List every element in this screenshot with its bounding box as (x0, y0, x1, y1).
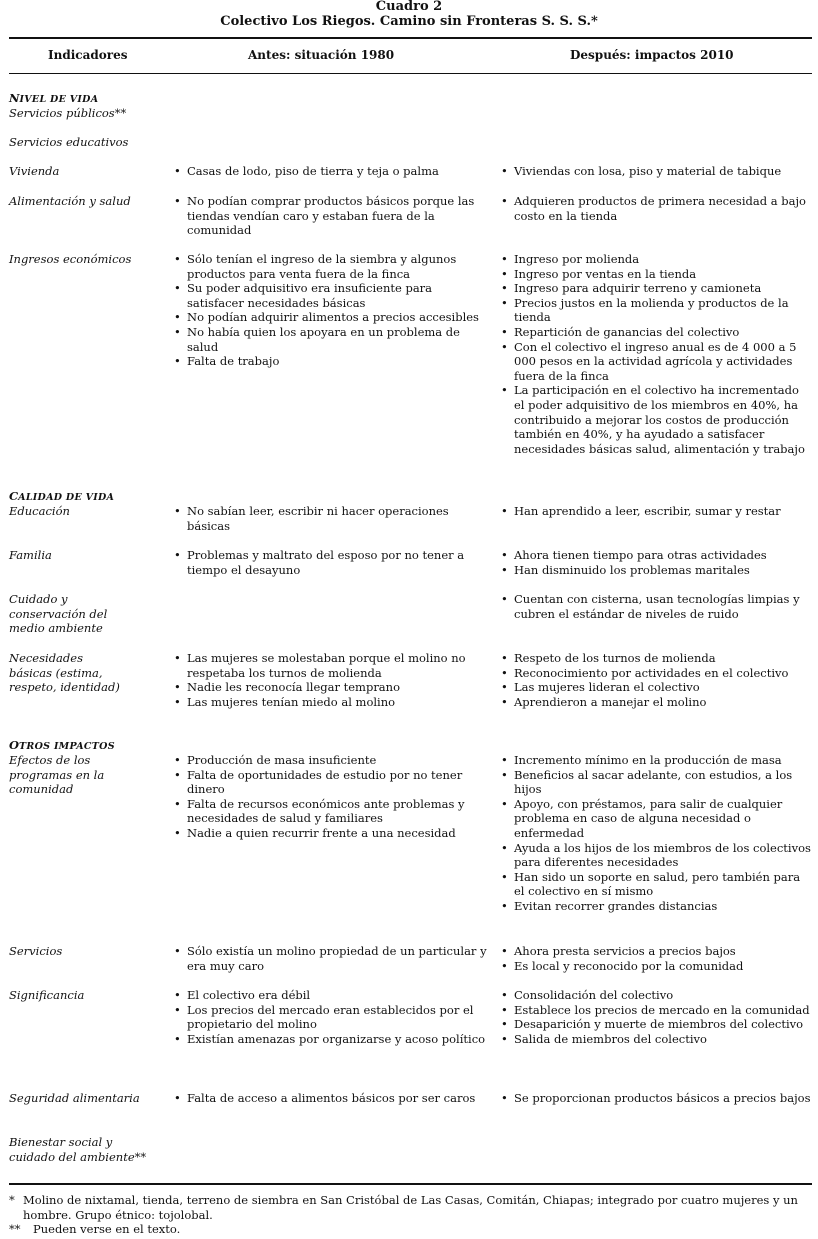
despues-list-necesidades (501, 651, 813, 709)
list-item: • Han sido un soporte en salud, pero también para el colectivo en sí mismo (501, 870, 813, 899)
footnote (9, 1222, 812, 1237)
antes-list-seguridad-alimentaria (174, 1091, 492, 1106)
list-item: • Ahora tienen tiempo para otras actividades (501, 548, 813, 563)
list-item: • Consolidación del colectivo (501, 988, 813, 1003)
list-item: • Las mujeres lideran el colectivo (501, 680, 813, 695)
section-calidad-de-vida: CALIDAD DE VIDA (9, 489, 115, 503)
list-item: • No podían adquirir alimentos a precios accesibles (174, 310, 492, 325)
list-item: • Apoyo, con préstamos, para salir de cualquier problema en caso de alguna necesidad o enfermedad (501, 797, 813, 841)
list-item: • La participación en el colectivo ha incrementado el poder adquisitivo de los miembros en 40%, ha contribuido a mejorar los costos de producción también en 40%, y ha ayudado a satisfacer necesidades básicas salud, alimentación y trabajo (501, 383, 813, 456)
list-item: • Con el colectivo el ingreso anual es de 4 000 a 5 000 pesos en la actividad agrícola y actividades fuera de la finca (501, 340, 813, 384)
top-rule (9, 37, 812, 39)
row-label-alimentacion: Alimentación y salud (9, 194, 131, 208)
list-item: • Falta de acceso a alimentos básicos por ser caros (174, 1091, 492, 1106)
column-header-despues: Después: impactos 2010 (570, 48, 734, 62)
list-item: • No sabían leer, escribir ni hacer operaciones básicas (174, 504, 492, 533)
list-item: • El colectivo era débil (174, 988, 492, 1003)
list-item: • Precios justos en la molienda y productos de la tienda (501, 296, 813, 325)
list-item: • Reconocimiento por actividades en el colectivo (501, 666, 813, 681)
despues-list-efectos (501, 753, 813, 914)
despues-list-seguridad-alimentaria (501, 1091, 813, 1106)
despues-list-significancia (501, 988, 813, 1046)
list-item: • Sólo tenían el ingreso de la siembra y algunos productos para venta fuera de la finca (174, 252, 492, 281)
list-item: • Ayuda a los hijos de los miembros de los colectivos para diferentes necesidades (501, 841, 813, 870)
list-item: • Falta de recursos económicos ante problemas y necesidades de salud y familiares (174, 797, 492, 826)
antes-list-vivienda (174, 164, 492, 179)
list-item: • Las mujeres se molestaban porque el molino no respetaba los turnos de molienda (174, 651, 492, 680)
footnote-text: Molino de nixtamal, tienda, terreno de siembra en San Cristóbal de Las Casas, Comitán, Chiapas; integrado por cuatro mujeres y un hombre. Grupo étnico: tojolobal. (23, 1193, 798, 1222)
bottom-rule (9, 1183, 812, 1185)
column-header-indicadores: Indicadores (48, 48, 128, 62)
list-item: • Nadie a quien recurrir frente a una necesidad (174, 826, 492, 841)
list-item: • Repartición de ganancias del colectivo (501, 325, 813, 340)
table-title: Colectivo Los Riegos. Camino sin Fronteras S. S. S.* (220, 14, 598, 29)
list-item: • Las mujeres tenían miedo al molino (174, 695, 492, 710)
row-label-servicios: Servicios (9, 944, 63, 958)
list-item: • No podían comprar productos básicos porque las tiendas vendían caro y estaban fuera de la comunidad (174, 194, 492, 238)
header-rule (9, 73, 812, 74)
list-item: • Evitan recorrer grandes distancias (501, 899, 813, 914)
list-item: • Establece los precios de mercado en la comunidad (501, 1003, 813, 1018)
section-otros-impactos: OTROS IMPACTOS (9, 738, 115, 752)
despues-list-familia (501, 548, 813, 577)
antes-list-ingresos (174, 252, 492, 369)
section-nivel-de-vida: NIVEL DE VIDA (9, 91, 99, 105)
list-item: • Ingreso por ventas en la tienda (501, 267, 813, 282)
antes-list-educacion (174, 504, 492, 533)
list-item: • No había quien los apoyara en un problema de salud (174, 325, 492, 354)
table-notes (9, 1193, 812, 1237)
list-item: • Salida de miembros del colectivo (501, 1032, 813, 1047)
row-label-servicios-publicos: Servicios públicos** (9, 106, 127, 120)
antes-list-alimentacion (174, 194, 492, 238)
row-label-efectos: Efectos de los programas en la comunidad (9, 753, 105, 797)
list-item: • Cuentan con cisterna, usan tecnologías limpias y cubren el estándar de niveles de ruido (501, 592, 813, 621)
list-item: • Aprendieron a manejar el molino (501, 695, 813, 710)
footnote-mark: * (9, 1193, 15, 1207)
antes-list-familia (174, 548, 492, 577)
list-item: • Incremento mínimo en la producción de masa (501, 753, 813, 768)
list-item: • Han aprendido a leer, escribir, sumar y restar (501, 504, 813, 519)
despues-list-servicios (501, 944, 813, 973)
row-label-seguridad-alimentaria: Seguridad alimentaria (9, 1091, 140, 1105)
list-item: • Casas de lodo, piso de tierra y teja o palma (174, 164, 492, 179)
list-item: • Los precios del mercado eran establecidos por el propietario del molino (174, 1003, 492, 1032)
row-label-vivienda: Vivienda (9, 164, 60, 178)
row-label-familia: Familia (9, 548, 52, 562)
list-item: • Falta de trabajo (174, 354, 492, 369)
row-label-medio-ambiente: Cuidado y conservación del medio ambiente (9, 592, 108, 636)
list-item: • Problemas y maltrato del esposo por no tener a tiempo el desayuno (174, 548, 492, 577)
antes-list-efectos (174, 753, 492, 841)
list-item: • Han disminuido los problemas maritales (501, 563, 813, 578)
list-item: • Es local y reconocido por la comunidad (501, 959, 813, 974)
list-item: • Ingreso por molienda (501, 252, 813, 267)
antes-list-servicios (174, 944, 492, 973)
list-item: • Se proporcionan productos básicos a precios bajos (501, 1091, 813, 1106)
row-label-ingresos: Ingresos económicos (9, 252, 132, 266)
row-label-bienestar-social: Bienestar social y cuidado del ambiente** (9, 1135, 147, 1164)
list-item: • Desaparición y muerte de miembros del colectivo (501, 1017, 813, 1032)
despues-list-medio-ambiente (501, 592, 813, 621)
list-item: • Ahora presta servicios a precios bajos (501, 944, 813, 959)
table-number: Cuadro 2 (375, 0, 443, 14)
footnote (9, 1193, 812, 1222)
list-item: • Viviendas con losa, piso y material de tabique (501, 164, 813, 179)
footnote-mark: ** (9, 1222, 21, 1237)
list-item: • Producción de masa insuficiente (174, 753, 492, 768)
antes-list-significancia (174, 988, 492, 1046)
list-item: • Adquieren productos de primera necesidad a bajo costo en la tienda (501, 194, 813, 223)
list-item: • Sólo existía un molino propiedad de un particular y era muy caro (174, 944, 492, 973)
list-item: • Nadie les reconocía llegar temprano (174, 680, 492, 695)
row-label-necesidades: Necesidades básicas (estima, respeto, identidad) (9, 651, 120, 695)
row-label-educacion: Educación (9, 504, 70, 518)
footnote-text: Pueden verse en el texto. (33, 1222, 181, 1237)
row-label-significancia: Significancia (9, 988, 85, 1002)
despues-list-ingresos (501, 252, 813, 456)
despues-list-vivienda (501, 164, 813, 179)
list-item: • Ingreso para adquirir terreno y camioneta (501, 281, 813, 296)
row-label-servicios-educativos: Servicios educativos (9, 135, 129, 149)
despues-list-educacion (501, 504, 813, 519)
list-item: • Beneficios al sacar adelante, con estudios, a los hijos (501, 768, 813, 797)
antes-list-necesidades (174, 651, 492, 709)
despues-list-alimentacion (501, 194, 813, 223)
list-item: • Su poder adquisitivo era insuficiente para satisfacer necesidades básicas (174, 281, 492, 310)
list-item: • Respeto de los turnos de molienda (501, 651, 813, 666)
list-item: • Existían amenazas por organizarse y acoso político (174, 1032, 492, 1047)
column-header-antes: Antes: situación 1980 (248, 48, 395, 62)
list-item: • Falta de oportunidades de estudio por no tener dinero (174, 768, 492, 797)
